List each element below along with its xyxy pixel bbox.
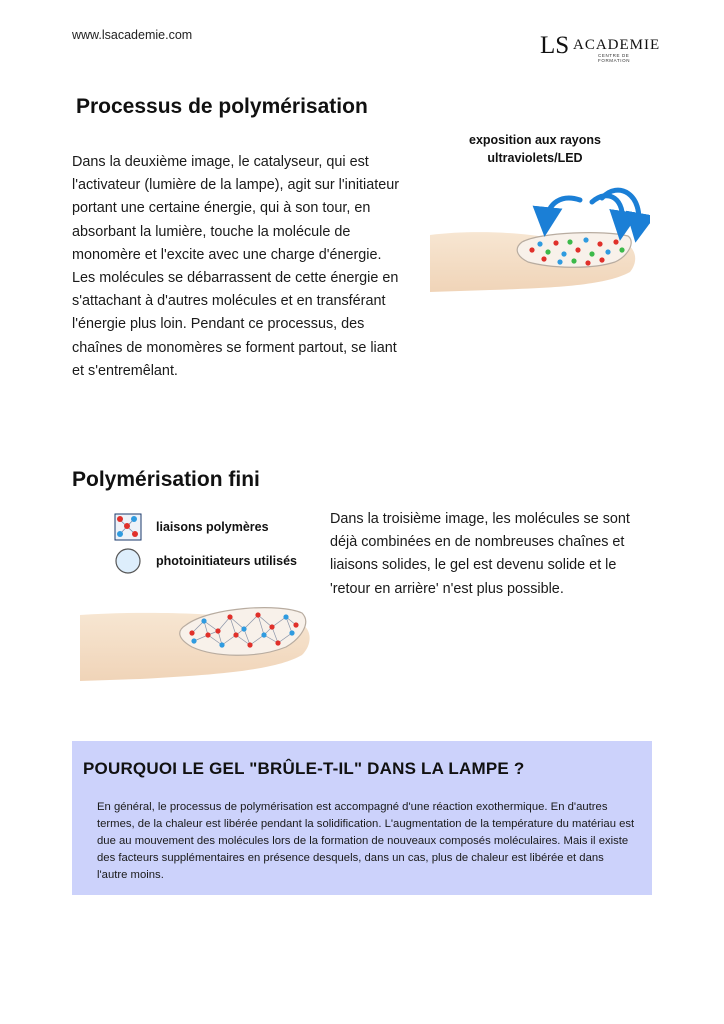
nail-under-uv-illustration: [430, 180, 650, 300]
legend-label-photoinitiators: photoinitiateurs utilisés: [156, 554, 297, 568]
legend-item-photoinitiators: [114, 547, 297, 575]
callout-title: POURQUOI LE GEL "BRÛLE-T-IL" DANS LA LAMPE ?: [83, 759, 525, 778]
callout-box: [72, 741, 652, 895]
logo-mark: LS: [540, 32, 570, 59]
ls-academie-logo: [540, 32, 660, 62]
uv-arrows: [546, 190, 639, 228]
logo-word: ACADEMIE: [573, 37, 661, 53]
site-url[interactable]: www.lsacademie.com: [72, 28, 193, 42]
polymer-bonds-icon: [114, 513, 142, 541]
legend-item-polymer-bonds: [114, 513, 269, 541]
photoinitiator-circle-icon: [114, 547, 142, 575]
uv-exposure-label-line2: ultraviolets/LED: [487, 151, 583, 165]
section1-paragraph: Dans la deuxième image, le catalyseur, qui est l'activateur (lumière de la lampe), agit sur l'initiateur portant une certaine énergie, qui à son tour, en absorbant la lumière, touche la molécule de monomère et l'excite avec une charge d'énergie. Les molécules se débarrassent de cette énergie en s'attachant à d'autres molécules et en transférant l'énergie plus loin. Pendant ce processus, des chaînes de monomères se forment partout, se liant et s'entremêlant.: [72, 154, 400, 379]
cured-nail-illustration: [80, 595, 320, 690]
uv-exposure-label: [440, 131, 630, 167]
uv-exposure-label-line1: exposition aux rayons: [469, 133, 601, 147]
section2-paragraph: Dans la troisième image, les molécules se sont déjà combinées en de nombreuses chaînes et liaisons solides, le gel est devenu solide et le 'retour en arrière' n'est plus possible.: [330, 511, 630, 597]
section-title-polymerisation-process: Processus de polymérisation: [76, 95, 368, 118]
section-title-polymerisation-finished: Polymérisation fini: [72, 468, 260, 491]
legend-label-polymer-bonds: liaisons polymères: [156, 520, 269, 534]
callout-body: En général, le processus de polymérisation est accompagné d'une réaction exothermique. En d'autres termes, de la chaleur est libérée pendant la solidification. L'augmentation de la température du matériau est due au mouvement des molécules lors de la formation de nouveaux composés moléculaires. Mais il existe des facteurs supplémentaires en présence desquels, dans un cas, plus de chaleur est libérée et dans l'autre moins.: [97, 801, 635, 881]
logo-tagline: CENTRE DE FORMATION: [598, 53, 631, 63]
